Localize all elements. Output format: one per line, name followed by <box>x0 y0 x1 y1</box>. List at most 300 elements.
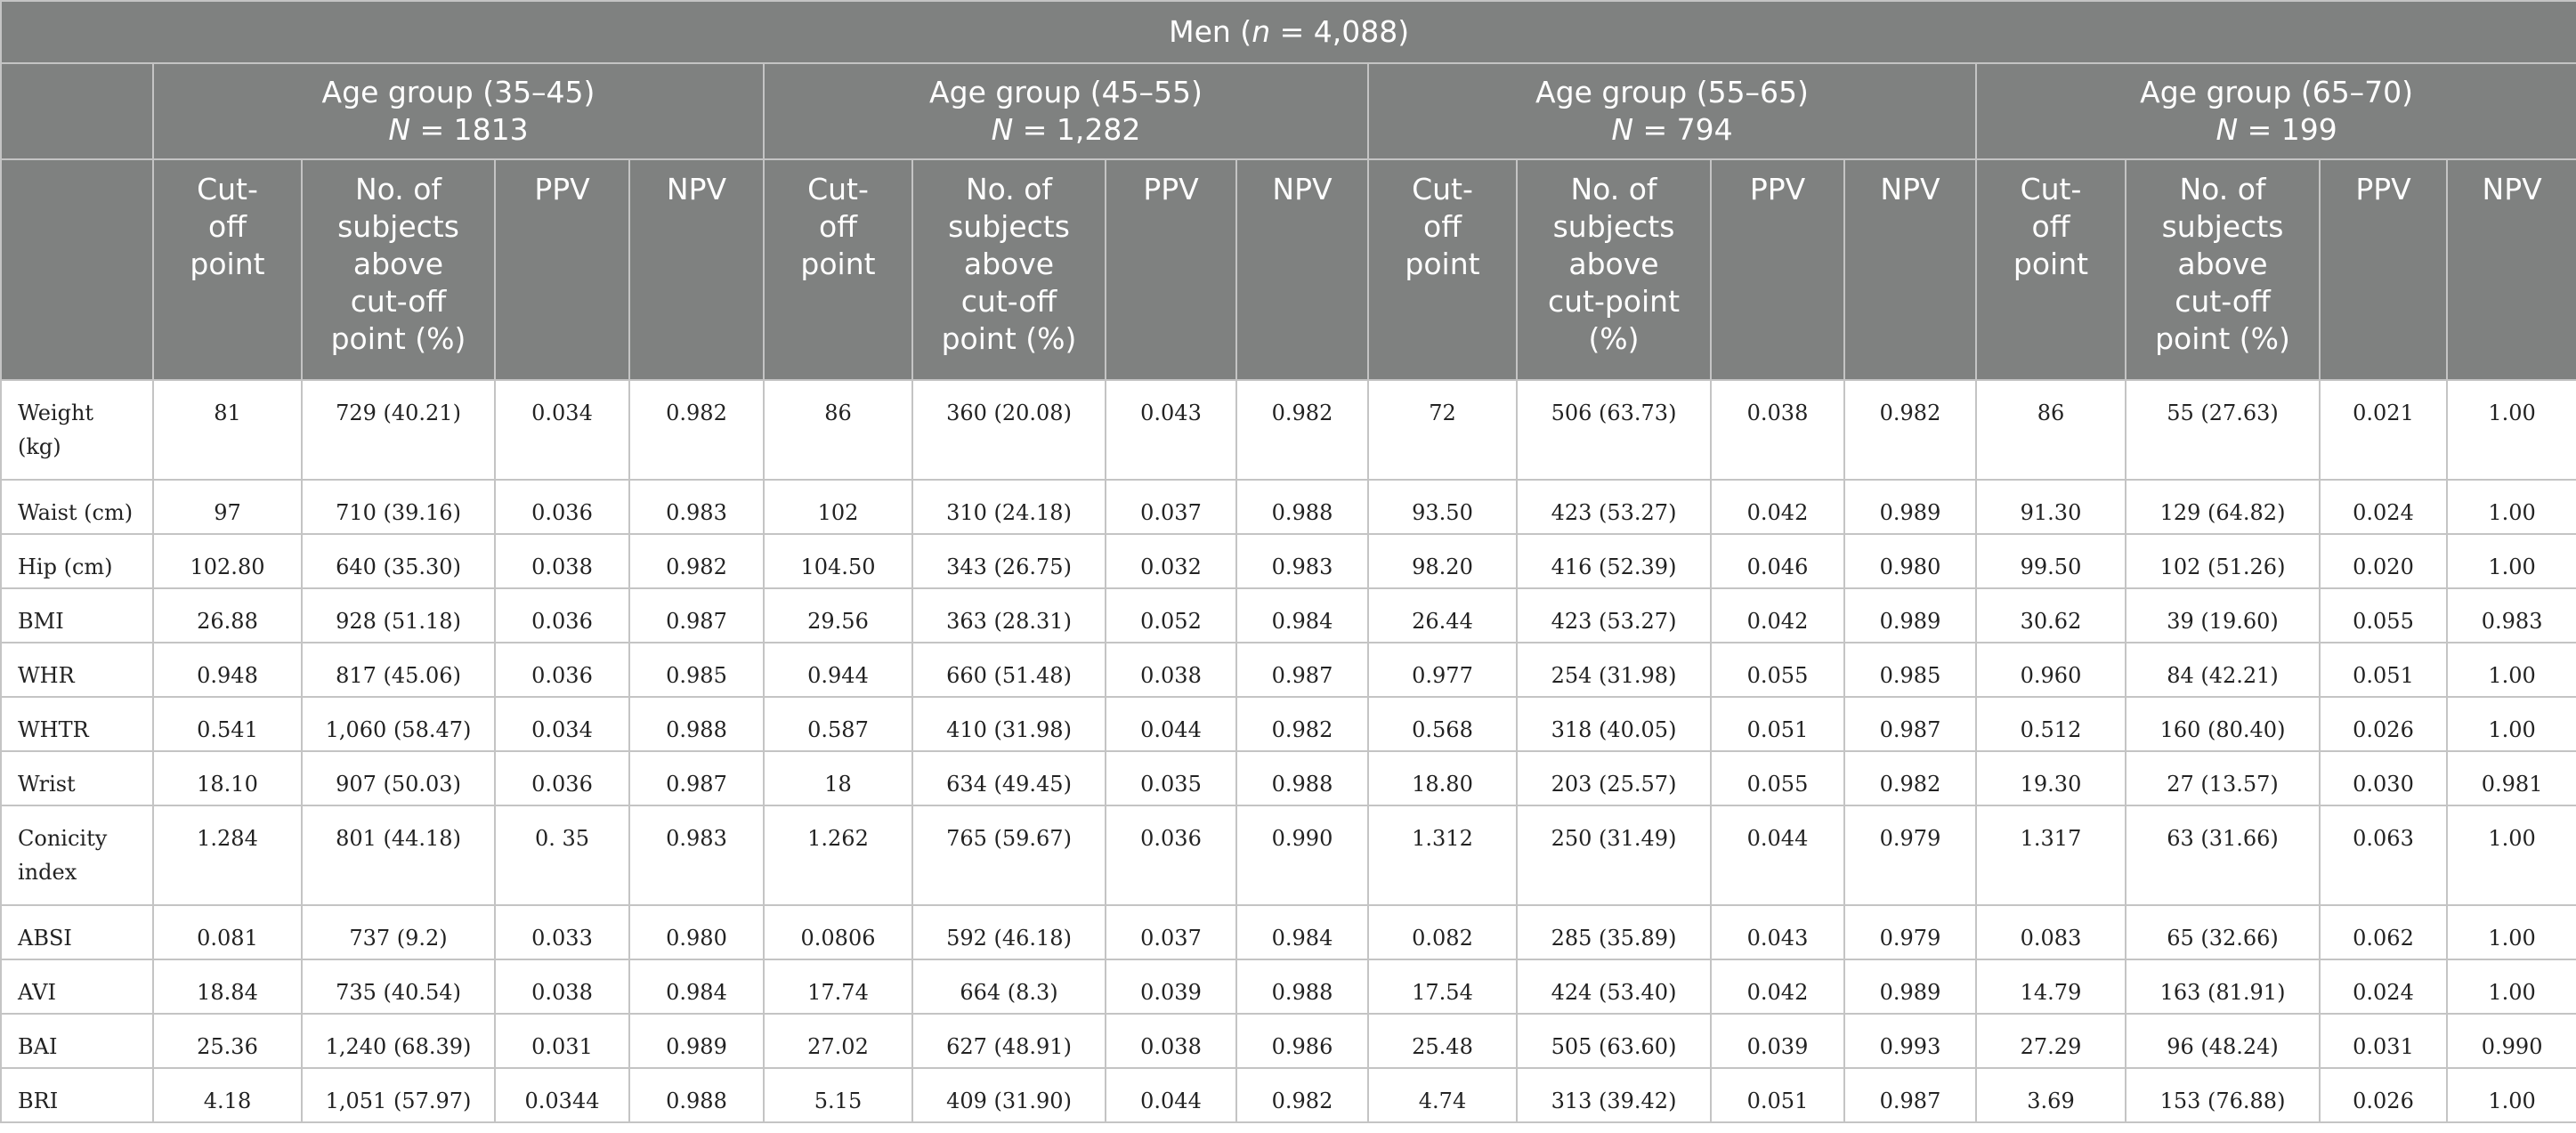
table-cell: 0.983 <box>629 480 764 534</box>
column-header-line: Cut- <box>197 172 258 206</box>
table-cell: 0.055 <box>1711 643 1844 697</box>
table-cell: 0.988 <box>1236 751 1368 805</box>
table-cell: 592 (46.18) <box>912 905 1106 959</box>
column-header <box>1844 159 1976 380</box>
table-cell: 160 (80.40) <box>2126 697 2320 751</box>
row-label <box>1 751 153 805</box>
table-cell: 424 (53.40) <box>1517 959 1711 1014</box>
column-header-line: No. of <box>354 172 442 206</box>
table-cell: 153 (76.88) <box>2126 1068 2320 1122</box>
column-header-line: Cut- <box>807 172 869 206</box>
table-cell: 1.00 <box>2447 380 2576 480</box>
table-cell: 0.980 <box>629 905 764 959</box>
table-cell: 86 <box>764 380 912 480</box>
table-cell: 0.039 <box>1711 1014 1844 1068</box>
column-header-line: off <box>1423 209 1462 244</box>
table-cell: 0.036 <box>1106 805 1236 905</box>
table-cell: 285 (35.89) <box>1517 905 1711 959</box>
table-cell: 27 (13.57) <box>2126 751 2320 805</box>
table-body <box>1 380 2576 1122</box>
table-cell: 0.043 <box>1711 905 1844 959</box>
column-header <box>2447 159 2576 380</box>
table-cell: 0.033 <box>495 905 629 959</box>
table-cell: 0.036 <box>495 588 629 643</box>
table-cell: 0.960 <box>1976 643 2126 697</box>
column-header-line: subjects <box>948 209 1070 244</box>
table-cell: 0.986 <box>1236 1014 1368 1068</box>
table-cell: 710 (39.16) <box>302 480 495 534</box>
column-header <box>1236 159 1368 380</box>
table-cell: 0.984 <box>1236 588 1368 643</box>
table-cell: 0.037 <box>1106 480 1236 534</box>
table-cell: 0.051 <box>2320 643 2447 697</box>
column-header-line: point (%) <box>941 321 1077 356</box>
table-cell: 0.042 <box>1711 588 1844 643</box>
column-header <box>1368 159 1517 380</box>
table-cell: 17.54 <box>1368 959 1517 1014</box>
table-cell: 0.981 <box>2447 751 2576 805</box>
table-cell: 0.990 <box>2447 1014 2576 1068</box>
age-group-n-value: = 794 <box>1633 112 1733 147</box>
column-header <box>302 159 495 380</box>
table-cell: 0.024 <box>2320 959 2447 1014</box>
table-row <box>1 480 2576 534</box>
table-row <box>1 534 2576 588</box>
table-cell: 96 (48.24) <box>2126 1014 2320 1068</box>
column-header-line: point (%) <box>2155 321 2290 356</box>
table-cell: 18.10 <box>153 751 302 805</box>
table-cell: 0.044 <box>1106 1068 1236 1122</box>
table-cell: 0.055 <box>2320 588 2447 643</box>
column-header-row <box>1 159 2576 380</box>
table-cell: 0.046 <box>1711 534 1844 588</box>
column-header-line: No. of <box>965 172 1053 206</box>
age-group-label: Age group (65–70) <box>2140 75 2414 109</box>
table-cell: 0.042 <box>1711 480 1844 534</box>
table-cell: 0.026 <box>2320 697 2447 751</box>
age-group-header <box>1976 63 2576 159</box>
table-cell: 506 (63.73) <box>1517 380 1711 480</box>
column-header-line: cut-point <box>1547 284 1681 319</box>
column-header <box>629 159 764 380</box>
column-header-line: point <box>2013 247 2089 281</box>
table-cell: 0.055 <box>1711 751 1844 805</box>
table-cell: 0.031 <box>495 1014 629 1068</box>
table-cell: 0.988 <box>629 697 764 751</box>
row-label-line: BAI <box>18 1034 58 1059</box>
table-cell: 102 (51.26) <box>2126 534 2320 588</box>
table-cell: 14.79 <box>1976 959 2126 1014</box>
table-cell: 1.00 <box>2447 697 2576 751</box>
column-header <box>2126 159 2320 380</box>
column-header-line: cut-off <box>960 284 1057 319</box>
table-cell: 409 (31.90) <box>912 1068 1106 1122</box>
table-cell: 26.44 <box>1368 588 1517 643</box>
row-label-header <box>1 159 153 380</box>
table-cell: 0.044 <box>1106 697 1236 751</box>
column-header <box>764 159 912 380</box>
table-cell: 0.987 <box>629 751 764 805</box>
table-cell: 0.083 <box>1976 905 2126 959</box>
table-cell: 0.988 <box>1236 480 1368 534</box>
table-cell: 30.62 <box>1976 588 2126 643</box>
age-group-n-value: = 1813 <box>410 112 529 147</box>
table-cell: 0.021 <box>2320 380 2447 480</box>
row-label-line: Weight <box>18 401 94 425</box>
table-cell: 0.081 <box>153 905 302 959</box>
age-group-label: Age group (55–65) <box>1535 75 1809 109</box>
table-cell: 5.15 <box>764 1068 912 1122</box>
column-header-line: point (%) <box>330 321 466 356</box>
row-label-line: index <box>18 860 77 885</box>
column-header-line: above <box>963 247 1055 281</box>
table-cell: 907 (50.03) <box>302 751 495 805</box>
table-cell: 0.984 <box>629 959 764 1014</box>
age-group-n-symbol: N <box>991 112 1014 147</box>
column-header-line: point <box>190 247 265 281</box>
table-cell: 313 (39.42) <box>1517 1068 1711 1122</box>
table-cell: 0.982 <box>1844 751 1976 805</box>
table-cell: 363 (28.31) <box>912 588 1106 643</box>
table-cell: 0.568 <box>1368 697 1517 751</box>
table-cell: 0.987 <box>1844 1068 1976 1122</box>
table-cell: 0.985 <box>1844 643 1976 697</box>
table-cell: 63 (31.66) <box>2126 805 2320 905</box>
table-cell: 25.36 <box>153 1014 302 1068</box>
table-cell: 423 (53.27) <box>1517 588 1711 643</box>
table-cell: 0.979 <box>1844 805 1976 905</box>
table-cell: 1.00 <box>2447 534 2576 588</box>
table-cell: 0.944 <box>764 643 912 697</box>
table-cell: 737 (9.2) <box>302 905 495 959</box>
table-cell: 0.980 <box>1844 534 1976 588</box>
table-cell: 0.979 <box>1844 905 1976 959</box>
table-cell: 0.977 <box>1368 643 1517 697</box>
table-cell: 928 (51.18) <box>302 588 495 643</box>
column-header <box>495 159 629 380</box>
age-group-n-value: = 1,282 <box>1013 112 1141 147</box>
table-cell: 1.317 <box>1976 805 2126 905</box>
table-cell: 0.062 <box>2320 905 2447 959</box>
table-cell: 0.512 <box>1976 697 2126 751</box>
table-cell: 0.036 <box>495 751 629 805</box>
table-cell: 0.044 <box>1711 805 1844 905</box>
table-cell: 3.69 <box>1976 1068 2126 1122</box>
table-cell: 0.993 <box>1844 1014 1976 1068</box>
table-cell: 4.18 <box>153 1068 302 1122</box>
table-cell: 505 (63.60) <box>1517 1014 1711 1068</box>
table-cell: 0.587 <box>764 697 912 751</box>
table-cell: 25.48 <box>1368 1014 1517 1068</box>
table-cell: 0.031 <box>2320 1014 2447 1068</box>
table-row <box>1 959 2576 1014</box>
table-cell: 1.00 <box>2447 959 2576 1014</box>
table-cell: 0.036 <box>495 643 629 697</box>
row-label-line: WHR <box>18 663 75 688</box>
table-cell: 1,240 (68.39) <box>302 1014 495 1068</box>
column-header-line: PPV <box>1749 172 1806 206</box>
table-cell: 0.987 <box>1844 697 1976 751</box>
table-cell: 0.990 <box>1236 805 1368 905</box>
table-cell: 104.50 <box>764 534 912 588</box>
age-group-header <box>1368 63 1976 159</box>
row-label-line: (kg) <box>18 434 61 459</box>
table-cell: 1.312 <box>1368 805 1517 905</box>
table-cell: 423 (53.27) <box>1517 480 1711 534</box>
table-cell: 250 (31.49) <box>1517 805 1711 905</box>
column-header-line: point <box>1405 247 1480 281</box>
table-row <box>1 643 2576 697</box>
table-cell: 1.284 <box>153 805 302 905</box>
table-cell: 0.052 <box>1106 588 1236 643</box>
age-group-label: Age group (35–45) <box>321 75 595 109</box>
column-header-line: point <box>800 247 876 281</box>
table-cell: 0.982 <box>629 380 764 480</box>
table-cell: 102 <box>764 480 912 534</box>
table-cell: 0.987 <box>629 588 764 643</box>
row-label <box>1 643 153 697</box>
table-cell: 1.00 <box>2447 805 2576 905</box>
table-cell: 0.038 <box>1711 380 1844 480</box>
table-cell: 0.042 <box>1711 959 1844 1014</box>
table-cell: 0.030 <box>2320 751 2447 805</box>
table-cell: 1.262 <box>764 805 912 905</box>
column-header-line: subjects <box>1552 209 1675 244</box>
table-cell: 765 (59.67) <box>912 805 1106 905</box>
table-cell: 0.051 <box>1711 1068 1844 1122</box>
table-row <box>1 588 2576 643</box>
table-cell: 0.036 <box>495 480 629 534</box>
table-cell: 627 (48.91) <box>912 1014 1106 1068</box>
table-cell: 97 <box>153 480 302 534</box>
column-header-line: PPV <box>2355 172 2411 206</box>
table-cell: 99.50 <box>1976 534 2126 588</box>
table-cell: 93.50 <box>1368 480 1517 534</box>
table-cell: 0.038 <box>495 959 629 1014</box>
table-cell: 1.00 <box>2447 480 2576 534</box>
table-cell: 0.989 <box>1844 588 1976 643</box>
table-cell: 360 (20.08) <box>912 380 1106 480</box>
table-cell: 310 (24.18) <box>912 480 1106 534</box>
table-cell: 102.80 <box>153 534 302 588</box>
table-cell: 1.00 <box>2447 1068 2576 1122</box>
age-group-n-value: = 199 <box>2238 112 2337 147</box>
column-header-line: (%) <box>1588 321 1640 356</box>
column-header-line: off <box>2031 209 2070 244</box>
table-cell: 91.30 <box>1976 480 2126 534</box>
column-header-line: Cut- <box>1412 172 1473 206</box>
table-cell: 0.034 <box>495 697 629 751</box>
column-header-line: NPV <box>2482 172 2542 206</box>
column-header <box>2320 159 2447 380</box>
column-header-line: subjects <box>337 209 459 244</box>
table-row <box>1 380 2576 480</box>
table-cell: 0.034 <box>495 380 629 480</box>
table-cell: 65 (32.66) <box>2126 905 2320 959</box>
age-group-n-symbol: N <box>388 112 411 147</box>
row-label <box>1 905 153 959</box>
table-cell: 0.988 <box>629 1068 764 1122</box>
column-header-line: No. of <box>2179 172 2266 206</box>
table-cell: 1,051 (57.97) <box>302 1068 495 1122</box>
table-cell: 1.00 <box>2447 643 2576 697</box>
row-label-line: BMI <box>18 609 64 634</box>
age-group-row <box>1 63 2576 159</box>
table-cell: 55 (27.63) <box>2126 380 2320 480</box>
table-cell: 18.84 <box>153 959 302 1014</box>
table-cell: 0.043 <box>1106 380 1236 480</box>
table-cell: 0.982 <box>1236 380 1368 480</box>
column-header-line: NPV <box>1880 172 1940 206</box>
column-header-line: above <box>352 247 444 281</box>
table-cell: 0.051 <box>1711 697 1844 751</box>
column-header-line: off <box>208 209 247 244</box>
table-cell: 163 (81.91) <box>2126 959 2320 1014</box>
table-cell: 0.984 <box>1236 905 1368 959</box>
table-cell: 18 <box>764 751 912 805</box>
table-cell: 19.30 <box>1976 751 2126 805</box>
table-row <box>1 697 2576 751</box>
column-header-line: cut-off <box>350 284 447 319</box>
row-label <box>1 1068 153 1122</box>
row-label-line: Hip (cm) <box>18 554 113 579</box>
column-header <box>1976 159 2126 380</box>
table-cell: 0.0344 <box>495 1068 629 1122</box>
column-header <box>1517 159 1711 380</box>
row-label-line: WHTR <box>18 717 89 742</box>
table-cell: 0.989 <box>1844 480 1976 534</box>
table-cell: 203 (25.57) <box>1517 751 1711 805</box>
table-cell: 0.982 <box>1236 1068 1368 1122</box>
table-row <box>1 1068 2576 1122</box>
column-header-line: NPV <box>1272 172 1333 206</box>
table-cell: 664 (8.3) <box>912 959 1106 1014</box>
table-title: Men (n = 4,088) <box>1 1 2576 63</box>
column-header-line: above <box>1568 247 1659 281</box>
table-cell: 0.026 <box>2320 1068 2447 1122</box>
table-row <box>1 751 2576 805</box>
title-row <box>1 1 2576 63</box>
corner-cell <box>1 63 153 159</box>
row-label <box>1 959 153 1014</box>
age-group-header <box>764 63 1368 159</box>
table-cell: 0.541 <box>153 697 302 751</box>
column-header-line: off <box>819 209 857 244</box>
row-label <box>1 588 153 643</box>
table-cell: 84 (42.21) <box>2126 643 2320 697</box>
column-header-line: cut-off <box>2175 284 2271 319</box>
table-cell: 0.948 <box>153 643 302 697</box>
table-cell: 735 (40.54) <box>302 959 495 1014</box>
column-header <box>153 159 302 380</box>
row-label <box>1 1014 153 1068</box>
age-group-n-symbol: N <box>1611 112 1634 147</box>
age-group-n-symbol: N <box>2216 112 2239 147</box>
table-cell: 0.038 <box>1106 643 1236 697</box>
table-cell: 343 (26.75) <box>912 534 1106 588</box>
table-cell: 0.983 <box>1236 534 1368 588</box>
table-cell: 18.80 <box>1368 751 1517 805</box>
table-cell: 660 (51.48) <box>912 643 1106 697</box>
table-cell: 72 <box>1368 380 1517 480</box>
table-cell: 4.74 <box>1368 1068 1517 1122</box>
table-cell: 254 (31.98) <box>1517 643 1711 697</box>
table-cell: 0.038 <box>1106 1014 1236 1068</box>
table-cell: 98.20 <box>1368 534 1517 588</box>
table-row <box>1 905 2576 959</box>
row-label-line: Conicity <box>18 826 108 851</box>
table-cell: 0.063 <box>2320 805 2447 905</box>
row-label <box>1 480 153 534</box>
table-cell: 729 (40.21) <box>302 380 495 480</box>
table-cell: 86 <box>1976 380 2126 480</box>
table-cell: 0.987 <box>1236 643 1368 697</box>
table-cell: 801 (44.18) <box>302 805 495 905</box>
age-group-header <box>153 63 764 159</box>
column-header-line: NPV <box>666 172 727 206</box>
table-cell: 26.88 <box>153 588 302 643</box>
column-header <box>1711 159 1844 380</box>
table-cell: 0.038 <box>495 534 629 588</box>
table-cell: 27.29 <box>1976 1014 2126 1068</box>
column-header-line: PPV <box>1143 172 1199 206</box>
table-cell: 0.982 <box>1844 380 1976 480</box>
table-cell: 0.989 <box>1844 959 1976 1014</box>
table-cell: 29.56 <box>764 588 912 643</box>
table-cell: 0.983 <box>629 805 764 905</box>
column-header-line: Cut- <box>2020 172 2082 206</box>
table-cell: 1.00 <box>2447 905 2576 959</box>
table-cell: 81 <box>153 380 302 480</box>
row-label-line: AVI <box>18 980 56 1005</box>
table-cell: 318 (40.05) <box>1517 697 1711 751</box>
table-cell: 0.982 <box>1236 697 1368 751</box>
column-header-line: PPV <box>534 172 590 206</box>
table-cell: 416 (52.39) <box>1517 534 1711 588</box>
table-cell: 0.989 <box>629 1014 764 1068</box>
table-cell: 0.0806 <box>764 905 912 959</box>
table-cell: 39 (19.60) <box>2126 588 2320 643</box>
row-label-line: BRI <box>18 1088 59 1113</box>
table-cell: 27.02 <box>764 1014 912 1068</box>
table-cell: 0.035 <box>1106 751 1236 805</box>
row-label <box>1 805 153 905</box>
age-group-label: Age group (45–55) <box>929 75 1203 109</box>
column-header-line: subjects <box>2161 209 2284 244</box>
table-cell: 0.037 <box>1106 905 1236 959</box>
table-row <box>1 1014 2576 1068</box>
table-cell: 0.985 <box>629 643 764 697</box>
table-cell: 0.982 <box>629 534 764 588</box>
table-cell: 0.988 <box>1236 959 1368 1014</box>
column-header-line: above <box>2177 247 2268 281</box>
row-label <box>1 534 153 588</box>
table-cell: 0.020 <box>2320 534 2447 588</box>
table-cell: 0.032 <box>1106 534 1236 588</box>
table-cell: 410 (31.98) <box>912 697 1106 751</box>
table-cell: 640 (35.30) <box>302 534 495 588</box>
row-label-line: Wrist <box>18 772 76 797</box>
table-cell: 817 (45.06) <box>302 643 495 697</box>
table-cell: 17.74 <box>764 959 912 1014</box>
table-cell: 634 (49.45) <box>912 751 1106 805</box>
column-header <box>1106 159 1236 380</box>
row-label <box>1 380 153 480</box>
table-cell: 0.039 <box>1106 959 1236 1014</box>
table-cell: 0.983 <box>2447 588 2576 643</box>
table-cell: 129 (64.82) <box>2126 480 2320 534</box>
row-label-line: Waist (cm) <box>18 500 134 525</box>
